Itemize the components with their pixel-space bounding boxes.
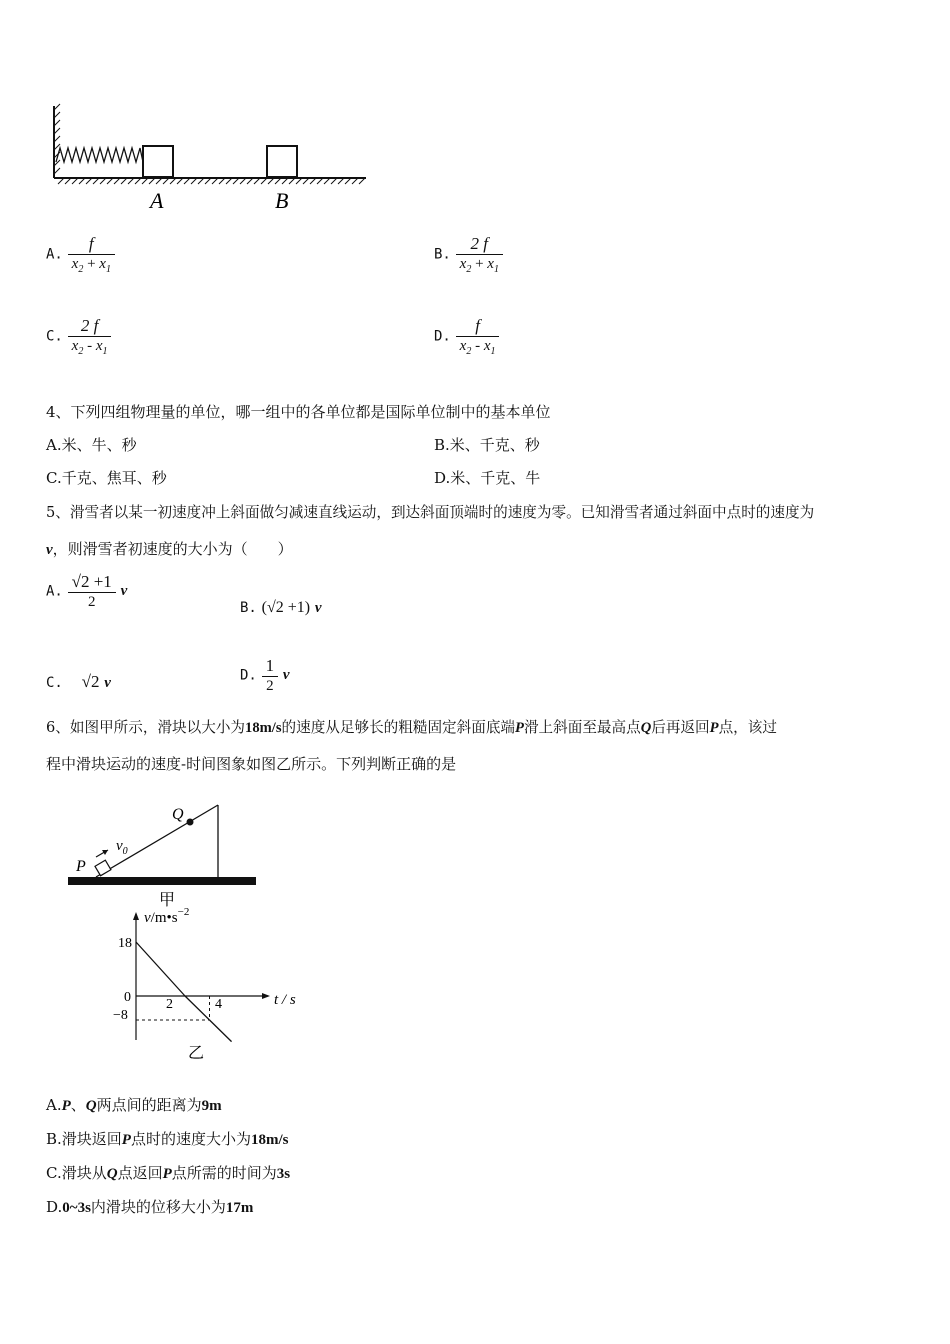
- q5-option-c[interactable]: C. √2 v: [46, 672, 111, 691]
- q6-option-c[interactable]: C.滑块从Q点返回P点所需的时间为3s: [46, 1164, 291, 1182]
- q4-stem: 4、下列四组物理量的单位，哪一组中的各单位都是国际单位制中的基本单位: [46, 403, 551, 421]
- q5-option-a[interactable]: A. $\frac{√2 +1}{2}$ v: [46, 572, 128, 610]
- tick-label-0: 0: [124, 990, 131, 1005]
- fraction: $\frac{f}{x_2 + x_1}$: [68, 234, 115, 275]
- q4-option-d[interactable]: D.米、千克、牛: [434, 469, 541, 487]
- q3-option-a[interactable]: A. $\frac{f}{x_2 + x_1}$: [46, 234, 115, 275]
- x-axis-arrow: [262, 993, 270, 999]
- q4-option-a[interactable]: A.米、牛、秒: [46, 436, 137, 454]
- fraction: $\frac{√2 +1}{2}$: [68, 572, 116, 611]
- tick-label-18: 18: [118, 936, 132, 951]
- label-q: Q: [172, 806, 184, 823]
- q4-option-c[interactable]: C.千克、焦耳、秒: [46, 469, 167, 487]
- slider-block: [95, 860, 111, 876]
- label-p: P: [76, 858, 86, 875]
- label-b: B: [275, 188, 289, 213]
- velocity-time-chart: [100, 900, 320, 1065]
- q5-stem-line2: v，则滑雪者初速度的大小为（ ）: [46, 540, 293, 558]
- q5-option-d[interactable]: D. $\frac{1}{2}$ v: [240, 656, 290, 694]
- label-a: A: [150, 188, 164, 213]
- tick-label-m8: −8: [113, 1008, 128, 1023]
- q3-option-c[interactable]: C. $\frac{2 f}{x_2 - x_1}$: [46, 316, 111, 357]
- q6-option-d[interactable]: D.0~3s内滑块的位移大小为17m: [46, 1198, 254, 1216]
- q5-option-b[interactable]: B. (√2 +1) v: [240, 599, 322, 616]
- q5-stem-line1: 5、滑雪者以某一初速度冲上斜面做匀减速直线运动，到达斜面顶端时的速度为零。已知滑雪者通过斜面中点时的速度为: [46, 504, 815, 521]
- fraction: $\frac{1}{2}$: [262, 656, 279, 695]
- velocity-line-segment: [136, 942, 185, 996]
- q3-option-b[interactable]: B. $\frac{2 f}{x_2 + x_1}$: [434, 234, 503, 275]
- y-axis-arrow: [133, 912, 139, 920]
- q6-option-b[interactable]: B.滑块返回P点时的速度大小为18m/s: [46, 1130, 289, 1148]
- q6-stem-line2: 程中滑块运动的速度-时间图象如图乙所示。下列判断正确的是: [46, 755, 457, 773]
- velocity-line-segment: [185, 996, 210, 1020]
- tick-label-2: 2: [166, 997, 173, 1012]
- q6-option-a[interactable]: A.P、Q两点间的距离为9m: [46, 1096, 222, 1114]
- incline-figure: [60, 795, 270, 915]
- velocity-line-extension: [210, 1020, 232, 1042]
- q6-stem-line1: 6、如图甲所示，滑块以大小为18m/s的速度从足够长的粗糙固定斜面底端P滑上斜面至最高点Q后再返回P点，该过: [46, 719, 777, 736]
- point-q: [187, 819, 194, 826]
- label-v0: $v_0$: [116, 838, 128, 857]
- q4-option-b[interactable]: B.米、千克、秒: [434, 436, 540, 454]
- y-axis-label: $v/m•s^{-2}$: [144, 906, 190, 926]
- x-axis-label: t / s: [274, 992, 296, 1008]
- fraction: $\frac{f}{x_2 - x_1}$: [456, 316, 500, 357]
- fraction: $\frac{2 f}{x_2 + x_1}$: [456, 234, 503, 275]
- spring-block-figure: [40, 100, 380, 220]
- caption-yi: 乙: [188, 1045, 205, 1062]
- q3-option-d[interactable]: D. $\frac{f}{x_2 - x_1}$: [434, 316, 499, 357]
- tick-label-4: 4: [215, 997, 222, 1012]
- fraction: $\frac{2 f}{x_2 - x_1}$: [68, 316, 112, 357]
- caption-jia: 甲: [159, 892, 176, 909]
